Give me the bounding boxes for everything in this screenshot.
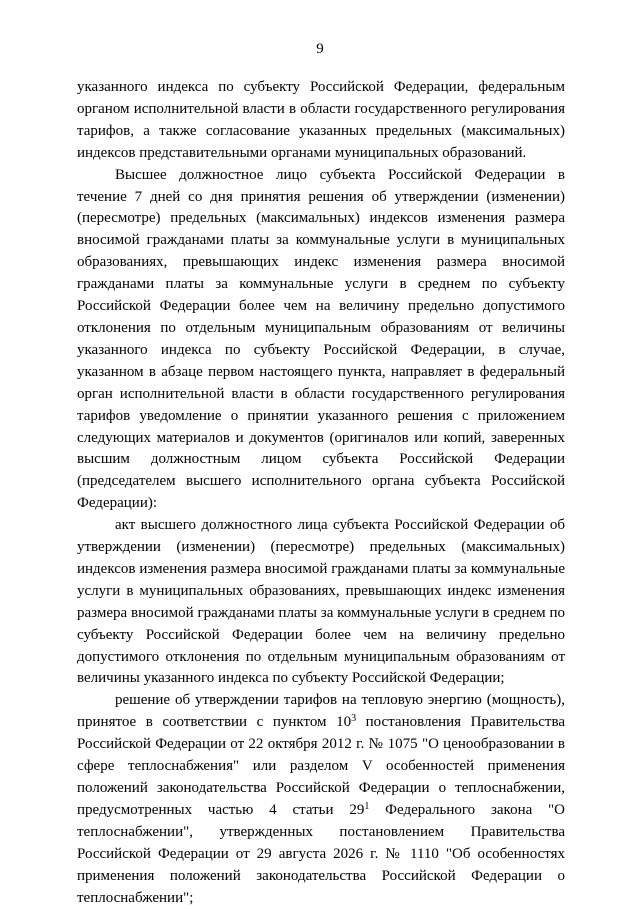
superscript-article: 1 bbox=[364, 800, 370, 812]
superscript-point: 3 bbox=[351, 713, 357, 725]
paragraph-notification: Высшее должностное лицо субъекта Российской Федерации в течение 7 дней со дня принятия решения об утверждении (изменении) (пересмотре) предельных (максимальных) индексов изменения размера вносимой гражданами платы за коммунальные услуги в муниципальных образованиях, превышающих индекс изменения размера вносимой гражданами платы за коммунальные услуги в среднем по субъекту Российской Федерации более чем на величину предельно допустимого отклонения по отдельным муниципальным образованиям от величины указанного индекса по субъекту Российской Федерации, в случае, указанном в абзаце первом настоящего пункта, направляет в федеральный орган исполнительной власти в области государственного регулирования тарифов уведомление о принятии указанного решения с приложением следующих материалов и документов (оригиналов или копий, заверенных высшим должностным лицом субъекта Российской Федерации (председателем высшего исполнительного органа субъекта Российской Федерации): bbox=[77, 166, 565, 512]
page-number: 9 bbox=[316, 41, 324, 57]
document-body bbox=[77, 77, 565, 909]
paragraph-tariff-decision bbox=[77, 690, 565, 909]
paragraph-continuation: указанного индекса по субъекту Российской Федерации, федеральным органом исполнительной власти в области государственного регулирования тарифов, а также согласование указанных предельных (максимальных) индексов представительными органами муниципальных образований. bbox=[77, 79, 565, 161]
tariff-decision-text-3: Федерального закона "О теплоснабжении", утвержденных постановлением Правительства Российской Федерации от 29 августа 2026 г. № 1110 "Об особенностях применения положений законодательства Российской Федерации о теплоснабжении"; bbox=[77, 801, 565, 906]
tariff-decision-text-1: решение об утверждении тарифов на тепловую энергию (мощность), принятое в соответствии с пунктом 10 bbox=[77, 692, 565, 731]
tariff-decision-text-2: постановления Правительства Российской Федерации от 22 октября 2012 г. № 1075 "О ценообразовании в сфере теплоснабжения" или разделом V особенностей применения положений законодательства Российской Федерации о теплоснабжении, предусмотренных частью 4 статьи 29 bbox=[77, 714, 566, 818]
paragraph-act: акт высшего должностного лица субъекта Российской Федерации об утверждении (изменении) (пересмотре) предельных (максимальных) индексов изменения размера вносимой гражданами платы за коммунальные услуги в муниципальных образованиях, превышающих индекс изменения размера вносимой гражданами платы за коммунальные услуги в среднем по субъекту Российской Федерации более чем на величину предельно допустимого отклонения по отдельным муниципальным образованиям от величины указанного индекса по субъекту Российской Федерации; bbox=[77, 517, 565, 687]
